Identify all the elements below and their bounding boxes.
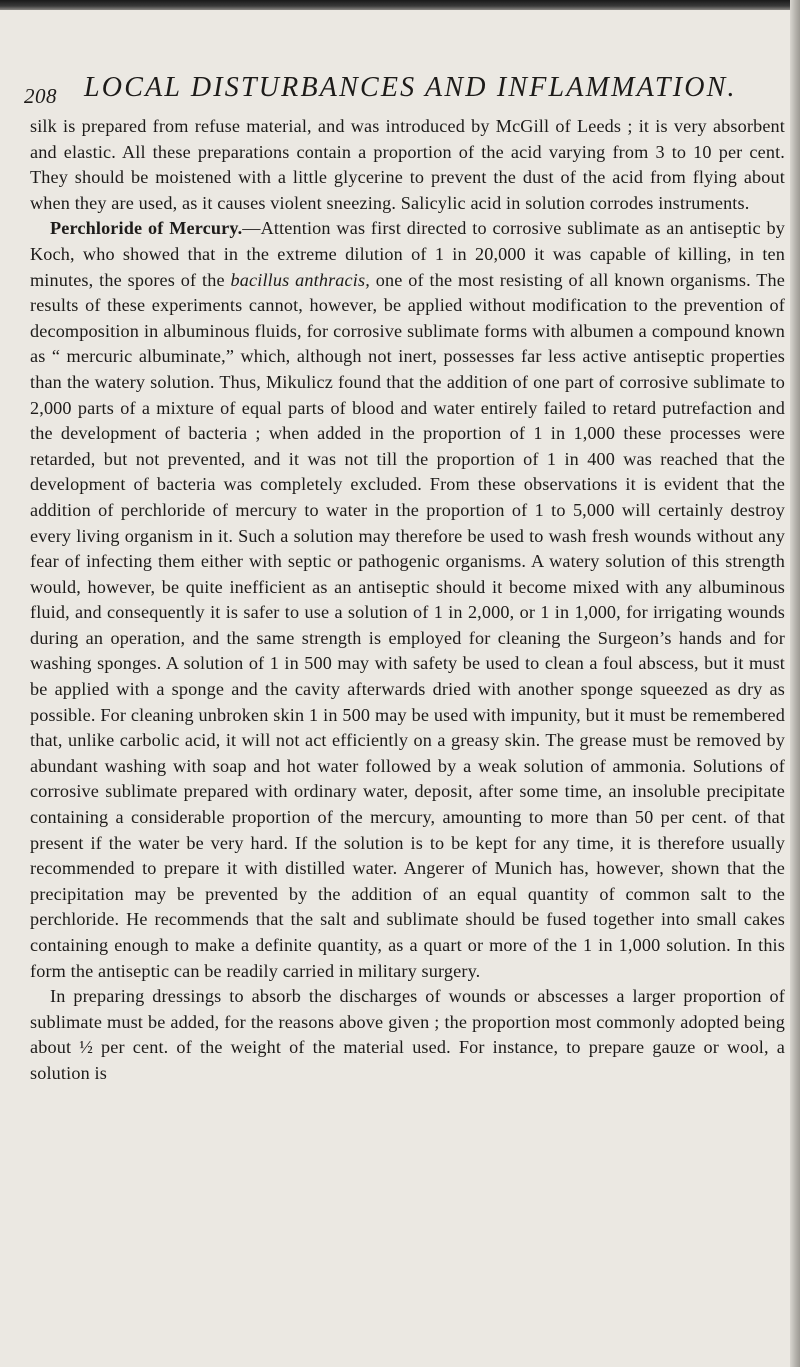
page-number: 208 — [24, 84, 57, 108]
paragraph-perchloride-of-mercury — [30, 216, 785, 984]
page-top-shadow — [0, 0, 800, 10]
italic-term-bacillus-anthracis: bacillus anthracis, — [230, 269, 370, 290]
running-title: LOCAL DISTURBANCES AND INFLAMMATION. — [84, 72, 737, 103]
section-heading-perchloride: Perchloride of Mercury. — [50, 218, 243, 239]
paragraph-text-part: one of the most resisting of all known organisms. The results of these experiments cannot, however, be applied without modification to the prevention of decomposition in albuminous fluids, for corrosive sublimate forms with albumen a compound known as “ mercuric albuminate,” which, although not inert, possesses far less active antiseptic properties than the watery solution. Thus, Mikulicz found that the addition of one part of corrosive sublimate to 2,000 parts of a mixture of equal parts of blood and water entirely failed to retard putrefaction and the development of bacteria ; when added in the proportion of 1 in 1,000 these processes were retarded, but not prevented, and it was not till the proportion of 1 in 400 was reached that the development of bacteria was completely excluded. From these observations it is evident that the addition of perchloride of mercury to water in the proportion of 1 to 5,000 will certainly destroy every living organism in it. Such a solution may therefore be used to wash fresh wounds without any fear of infecting them either with septic or pathogenic organisms. A watery solution of this strength would, however, be quite inefficient as an antiseptic should it become mixed with any albuminous fluid, and consequently it is safer to use a solution of 1 in 2,000, or 1 in 1,000, for irrigating wounds during an operation, and the same strength is employed for cleaning the Surgeon’s hands and for washing sponges. A solution of 1 in 500 may with safety be used to clean a foul abscess, but it must be applied with a sponge and the cavity afterwards dried with another sponge squeezed as dry as possible. For cleaning unbroken skin 1 in 500 may be used with impunity, but it must be remembered that, unlike carbolic acid, it will not act efficiently on a greasy skin. The grease must be removed by abundant washing with soap and hot water followed by a weak solution of ammonia. Solutions of corrosive sublimate prepared with ordinary water, deposit, after some time, an insoluble precipitate containing a considerable proportion of the mercury, amounting to more than 50 per cent. of that present if the water be very hard. If the solution is to be kept for any time, it is therefore usually recommended to prepare it with distilled water. Angerer of Munich has, however, shown that the precipitation may be prevented by the addition of an equal quantity of common salt to the perchloride. He recommends that the salt and sublimate should be fused together into small cakes containing enough to make a definite quantity, as a quart or more of the 1 in 1,000 solution. In this form the antiseptic can be readily carried in military surgery. — [30, 269, 785, 981]
book-page — [24, 70, 785, 1087]
body-text — [30, 114, 785, 1087]
paragraph-silk-continuation: silk is prepared from refuse material, and was introduced by McGill of Leeds ; it is very absorbent and elastic. All these preparations contain a proportion of the acid varying from 3 to 10 per cent. They should be moistened with a little glycerine to prevent the dust of the acid from flying about when they are used, as it causes violent sneezing. Salicylic acid in solution corrodes instruments. — [30, 116, 785, 213]
paragraph-preparing-dressings: In preparing dressings to absorb the discharges of wounds or abscesses a larger proportion of sublimate must be added, for the reasons above given ; the proportion most commonly adopted being about ½ per cent. of the weight of the material used. For instance, to prepare gauze or wool, a solution is — [30, 986, 785, 1083]
running-head — [24, 70, 785, 114]
page-right-edge-shadow — [790, 0, 800, 1367]
paragraph-text-part: —Attention was first directed to corrosive sublimate as an antiseptic by Koch, who showed that in the extreme dilution of 1 in 20,000 it was capable of killing, in ten minutes, the spores of the — [30, 218, 785, 290]
